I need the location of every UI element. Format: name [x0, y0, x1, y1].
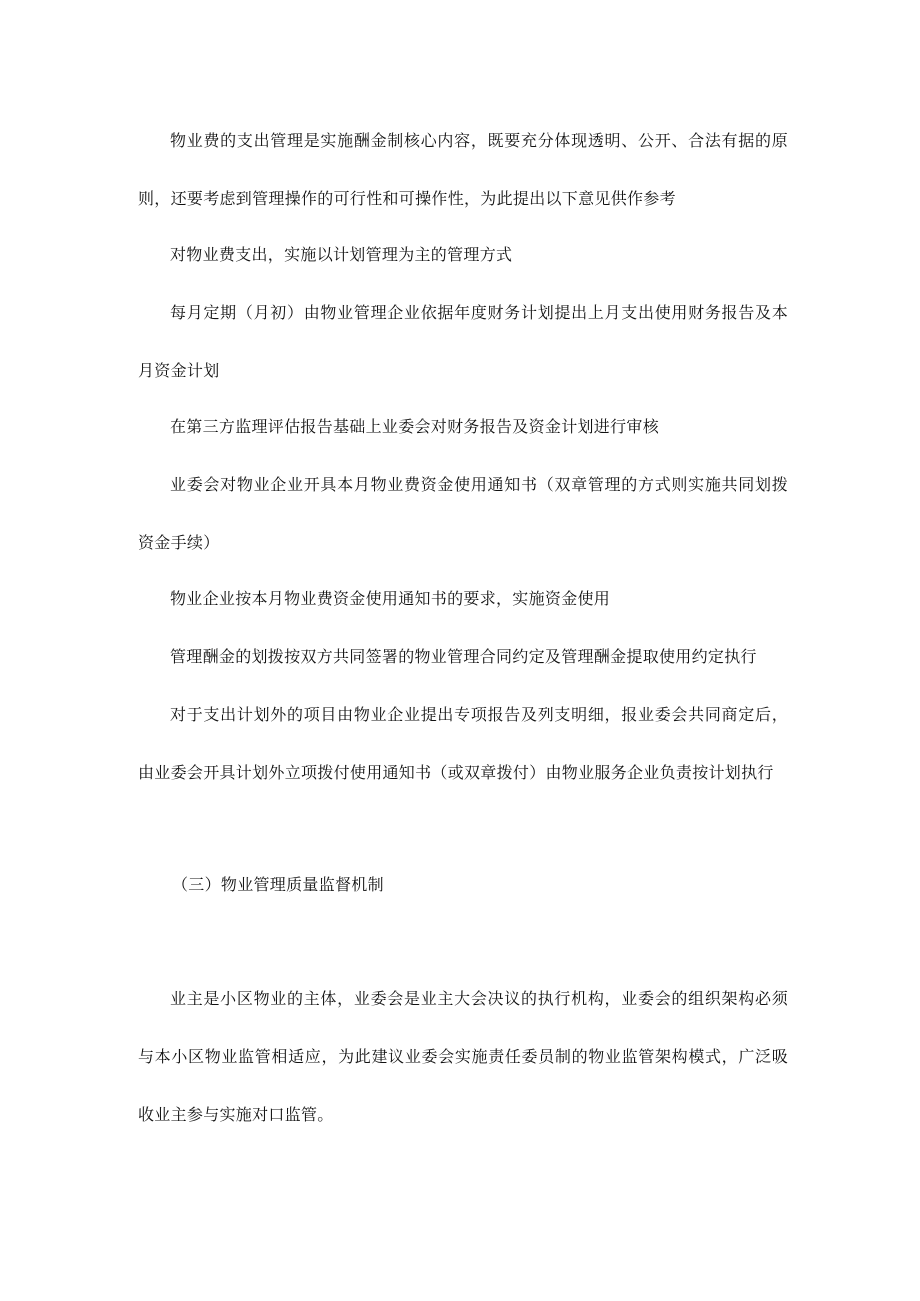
- paragraph-monthly-report: 每月定期（月初）由物业管理企业依据年度财务计划提出上月支出使用财务报告及本月资金计划: [138, 303, 788, 380]
- paragraph-plan-management: 对物业费支出，实施以计划管理为主的管理方式: [170, 245, 513, 264]
- paragraph-owner-committee: 业主是小区物业的主体，业委会是业主大会决议的执行机构，业委会的组织架构必须与本小区物业监管相适应，为此建议业委会实施责任委员制的物业监管架构模式，广泛吸收业主参与实施对口监管。: [138, 989, 788, 1124]
- paragraph-expenditure-principle: 物业费的支出管理是实施酬金制核心内容，既要充分体现透明、公开、合法有据的原则，还要考虑到管理操作的可行性和可操作性，为此提出以下意见供作参考: [138, 131, 788, 208]
- paragraph-usage-notice: 业委会对物业企业开具本月物业费资金使用通知书（双章管理的方式则实施共同划拨资金手续）: [138, 475, 788, 552]
- paragraph-remuneration-allocation: 管理酬金的划拨按双方共同签署的物业管理合同约定及管理酬金提取使用约定执行: [170, 647, 757, 666]
- paragraph-fund-usage: 物业企业按本月物业费资金使用通知书的要求，实施资金使用: [170, 589, 611, 608]
- paragraph-unplanned-items: 对于支出计划外的项目由物业企业提出专项报告及列支明细，报业委会共同商定后，由业委会开具计划外立项拨付使用通知书（或双章拨付）由物业服务企业负责按计划执行: [138, 705, 788, 782]
- section-heading: （三）物业管理质量监督机制: [172, 875, 384, 894]
- paragraph-committee-review: 在第三方监理评估报告基础上业委会对财务报告及资金计划进行审核: [170, 417, 660, 436]
